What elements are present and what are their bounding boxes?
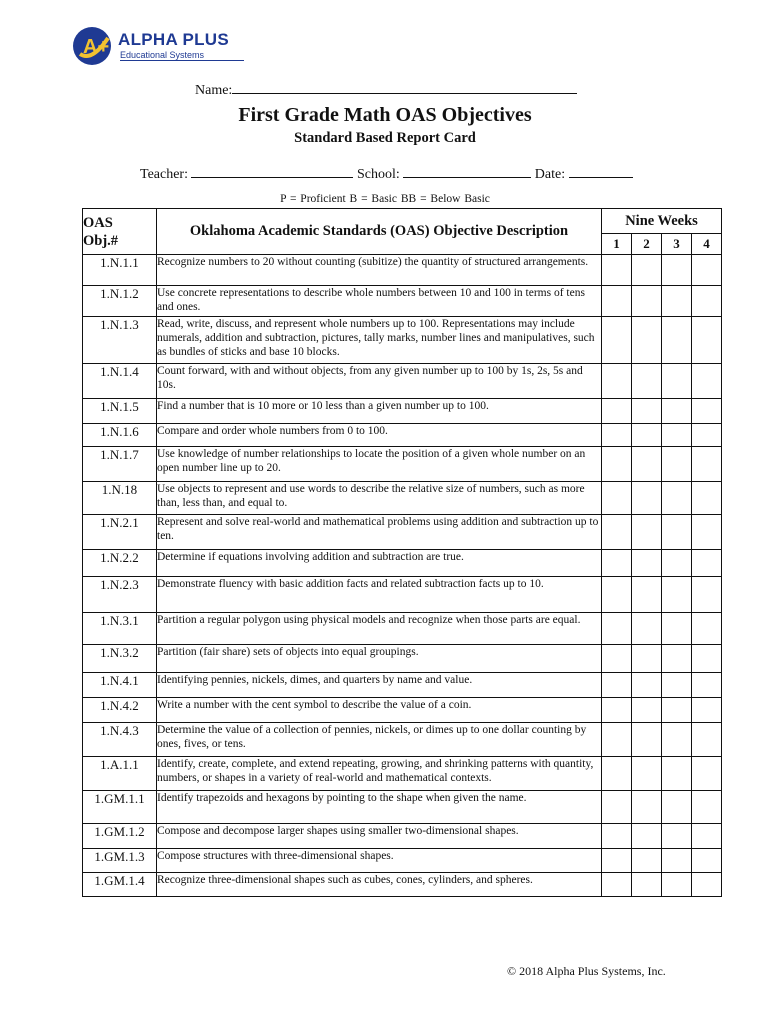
grade-cell-week-4[interactable] xyxy=(692,873,722,897)
grade-cell-week-1[interactable] xyxy=(602,317,632,364)
table-row xyxy=(83,317,722,364)
grade-cell-week-3[interactable] xyxy=(662,286,692,317)
grade-cell-week-1[interactable] xyxy=(602,482,632,515)
teacher-label: Teacher: xyxy=(140,167,188,182)
name-blank[interactable] xyxy=(232,79,577,94)
table-row xyxy=(83,645,722,673)
objectives-table xyxy=(82,208,722,897)
alpha-plus-logo xyxy=(70,24,229,68)
objective-id: 1.N.18 xyxy=(83,482,157,515)
objective-id: 1.N.1.7 xyxy=(83,447,157,482)
grade-cell-week-3[interactable] xyxy=(662,515,692,550)
grading-legend: P = Proficient B = Basic BB = Below Basic xyxy=(280,193,490,205)
grade-cell-week-3[interactable] xyxy=(662,577,692,613)
date-blank[interactable] xyxy=(569,164,633,178)
table-row xyxy=(83,757,722,791)
objective-description: Identify trapezoids and hexagons by pointing to the shape when given the name. xyxy=(157,791,602,824)
objective-id: 1.N.3.1 xyxy=(83,613,157,645)
objective-description: Use concrete representations to describe whole numbers between 10 and 100 in terms of tens and ones. xyxy=(157,286,602,317)
objective-description: Partition (fair share) sets of objects into equal groupings. xyxy=(157,645,602,673)
grade-cell-week-3[interactable] xyxy=(662,757,692,791)
objective-id: 1.GM.1.2 xyxy=(83,824,157,849)
objective-description: Find a number that is 10 more or 10 less than a given number up to 100. xyxy=(157,399,602,424)
grade-cell-week-2[interactable] xyxy=(632,550,662,577)
grade-cell-week-1[interactable] xyxy=(602,515,632,550)
grade-cell-week-1[interactable] xyxy=(602,791,632,824)
header-week-4: 4 xyxy=(692,234,722,255)
grade-cell-week-3[interactable] xyxy=(662,873,692,897)
table-row xyxy=(83,255,722,286)
grade-cell-week-4[interactable] xyxy=(692,645,722,673)
objective-description: Demonstrate fluency with basic addition facts and related subtraction facts up to 10. xyxy=(157,577,602,613)
objective-description: Identify, create, complete, and extend repeating, growing, and shrinking patterns with quantity, numbers, or shapes in a variety of real-world and mathematical contexts. xyxy=(157,757,602,791)
grade-cell-week-1[interactable] xyxy=(602,577,632,613)
objective-description: Count forward, with and without objects, from any given number up to 100 by 1s, 2s, 5s and 10s. xyxy=(157,364,602,399)
objective-id: 1.GM.1.4 xyxy=(83,873,157,897)
header-week-3: 3 xyxy=(662,234,692,255)
objectives-body xyxy=(83,255,722,897)
grade-cell-week-2[interactable] xyxy=(632,364,662,399)
objective-id: 1.A.1.1 xyxy=(83,757,157,791)
grade-cell-week-4[interactable] xyxy=(692,613,722,645)
grade-cell-week-2[interactable] xyxy=(632,447,662,482)
school-blank[interactable] xyxy=(403,164,531,178)
table-row xyxy=(83,613,722,645)
grade-cell-week-4[interactable] xyxy=(692,399,722,424)
objective-description: Identifying pennies, nickels, dimes, and quarters by name and value. xyxy=(157,673,602,698)
objective-description: Use knowledge of number relationships to locate the position of a given whole number on an open number line up to 20. xyxy=(157,447,602,482)
objective-id: 1.GM.1.1 xyxy=(83,791,157,824)
header-obj-id xyxy=(83,209,157,255)
objective-description: Recognize three-dimensional shapes such as cubes, cones, cylinders, and spheres. xyxy=(157,873,602,897)
header-description: Oklahoma Academic Standards (OAS) Objective Description xyxy=(157,209,602,255)
objective-id: 1.N.2.2 xyxy=(83,550,157,577)
grade-cell-week-2[interactable] xyxy=(632,424,662,447)
grade-cell-week-2[interactable] xyxy=(632,757,662,791)
grade-cell-week-3[interactable] xyxy=(662,698,692,723)
grade-cell-week-1[interactable] xyxy=(602,673,632,698)
table-row xyxy=(83,447,722,482)
grade-cell-week-2[interactable] xyxy=(632,849,662,873)
objective-id: 1.N.1.2 xyxy=(83,286,157,317)
grade-cell-week-1[interactable] xyxy=(602,723,632,757)
header-nine-weeks: Nine Weeks xyxy=(602,209,722,234)
grade-cell-week-4[interactable] xyxy=(692,447,722,482)
objective-description: Write a number with the cent symbol to describe the value of a coin. xyxy=(157,698,602,723)
grade-cell-week-1[interactable] xyxy=(602,364,632,399)
objective-id: 1.GM.1.3 xyxy=(83,849,157,873)
grade-cell-week-3[interactable] xyxy=(662,645,692,673)
objective-id: 1.N.1.3 xyxy=(83,317,157,364)
grade-cell-week-2[interactable] xyxy=(632,824,662,849)
table-row xyxy=(83,791,722,824)
grade-cell-week-4[interactable] xyxy=(692,757,722,791)
objective-id: 1.N.3.2 xyxy=(83,645,157,673)
table-row xyxy=(83,399,722,424)
grade-cell-week-2[interactable] xyxy=(632,577,662,613)
grade-cell-week-1[interactable] xyxy=(602,849,632,873)
grade-cell-week-1[interactable] xyxy=(602,286,632,317)
name-label: Name: xyxy=(195,83,233,98)
grade-cell-week-4[interactable] xyxy=(692,723,722,757)
grade-cell-week-1[interactable] xyxy=(602,645,632,673)
grade-cell-week-1[interactable] xyxy=(602,873,632,897)
grade-cell-week-3[interactable] xyxy=(662,791,692,824)
objective-id: 1.N.1.4 xyxy=(83,364,157,399)
objective-id: 1.N.4.2 xyxy=(83,698,157,723)
table-row xyxy=(83,849,722,873)
grade-cell-week-2[interactable] xyxy=(632,673,662,698)
objective-description: Recognize numbers to 20 without counting (subitize) the quantity of structured arrangements. xyxy=(157,255,602,286)
grade-cell-week-4[interactable] xyxy=(692,849,722,873)
objective-description: Compose structures with three-dimensional shapes. xyxy=(157,849,602,873)
grade-cell-week-1[interactable] xyxy=(602,399,632,424)
objective-id: 1.N.2.1 xyxy=(83,515,157,550)
objective-id: 1.N.1.1 xyxy=(83,255,157,286)
grade-cell-week-3[interactable] xyxy=(662,255,692,286)
grade-cell-week-2[interactable] xyxy=(632,613,662,645)
objective-description: Read, write, discuss, and represent whole numbers up to 100. Representations may include numerals, addition and subtraction, pictures, tally marks, number lines and manipulatives, such as bundles of sticks and base 10 blocks. xyxy=(157,317,602,364)
grade-cell-week-2[interactable] xyxy=(632,482,662,515)
logo-brand-text: ALPHA PLUS xyxy=(118,30,229,49)
objective-description: Partition a regular polygon using physical models and recognize when those parts are equal. xyxy=(157,613,602,645)
table-row xyxy=(83,577,722,613)
table-row xyxy=(83,424,722,447)
grade-cell-week-3[interactable] xyxy=(662,482,692,515)
table-row xyxy=(83,873,722,897)
table-row xyxy=(83,824,722,849)
header-week-1: 1 xyxy=(602,234,632,255)
grade-cell-week-3[interactable] xyxy=(662,723,692,757)
grade-cell-week-4[interactable] xyxy=(692,364,722,399)
header-week-2: 2 xyxy=(632,234,662,255)
objective-description: Compose and decompose larger shapes using smaller two-dimensional shapes. xyxy=(157,824,602,849)
table-row xyxy=(83,723,722,757)
grade-cell-week-2[interactable] xyxy=(632,399,662,424)
grade-cell-week-3[interactable] xyxy=(662,613,692,645)
grade-cell-week-1[interactable] xyxy=(602,698,632,723)
objective-description: Compare and order whole numbers from 0 to 100. xyxy=(157,424,602,447)
page-subtitle: Standard Based Report Card xyxy=(294,130,476,146)
grade-cell-week-4[interactable] xyxy=(692,317,722,364)
grade-cell-week-3[interactable] xyxy=(662,849,692,873)
grade-cell-week-4[interactable] xyxy=(692,424,722,447)
table-row xyxy=(83,364,722,399)
grade-cell-week-2[interactable] xyxy=(632,723,662,757)
copyright-footer: © 2018 Alpha Plus Systems, Inc. xyxy=(507,964,666,978)
date-label: Date: xyxy=(534,167,566,182)
grade-cell-week-4[interactable] xyxy=(692,791,722,824)
grade-cell-week-2[interactable] xyxy=(632,791,662,824)
grade-cell-week-2[interactable] xyxy=(632,873,662,897)
objective-description: Determine the value of a collection of pennies, nickels, or dimes up to one dollar counting by ones, fives, or tens. xyxy=(157,723,602,757)
objective-id: 1.N.1.6 xyxy=(83,424,157,447)
objective-id: 1.N.4.3 xyxy=(83,723,157,757)
grade-cell-week-3[interactable] xyxy=(662,317,692,364)
table-row xyxy=(83,698,722,723)
objective-id: 1.N.4.1 xyxy=(83,673,157,698)
grade-cell-week-4[interactable] xyxy=(692,255,722,286)
table-row xyxy=(83,673,722,698)
table-row xyxy=(83,286,722,317)
grade-cell-week-4[interactable] xyxy=(692,673,722,698)
grade-cell-week-2[interactable] xyxy=(632,698,662,723)
teacher-blank[interactable] xyxy=(191,164,353,178)
grade-cell-week-2[interactable] xyxy=(632,317,662,364)
grade-cell-week-1[interactable] xyxy=(602,447,632,482)
objective-id: 1.N.1.5 xyxy=(83,399,157,424)
grade-cell-week-1[interactable] xyxy=(602,824,632,849)
grade-cell-week-1[interactable] xyxy=(602,255,632,286)
logo-mark-icon xyxy=(70,24,118,68)
grade-cell-week-2[interactable] xyxy=(632,515,662,550)
objective-description: Represent and solve real-world and mathematical problems using addition and subtraction up to ten. xyxy=(157,515,602,550)
grade-cell-week-1[interactable] xyxy=(602,757,632,791)
grade-cell-week-1[interactable] xyxy=(602,424,632,447)
grade-cell-week-4[interactable] xyxy=(692,482,722,515)
grade-cell-week-3[interactable] xyxy=(662,447,692,482)
grade-cell-week-2[interactable] xyxy=(632,286,662,317)
objective-description: Determine if equations involving addition and subtraction are true. xyxy=(157,550,602,577)
grade-cell-week-4[interactable] xyxy=(692,577,722,613)
name-field[interactable] xyxy=(195,79,577,99)
school-label: School: xyxy=(356,167,400,182)
grade-cell-week-2[interactable] xyxy=(632,255,662,286)
table-row xyxy=(83,482,722,515)
grade-cell-week-3[interactable] xyxy=(662,364,692,399)
header-obj-id-line2: Obj.# xyxy=(83,232,119,249)
teacher-school-date-line xyxy=(140,164,633,183)
grade-cell-week-3[interactable] xyxy=(662,824,692,849)
grade-cell-week-4[interactable] xyxy=(692,515,722,550)
page-title: First Grade Math OAS Objectives xyxy=(238,104,532,126)
grade-cell-week-3[interactable] xyxy=(662,673,692,698)
grade-cell-week-1[interactable] xyxy=(602,613,632,645)
grade-cell-week-3[interactable] xyxy=(662,424,692,447)
grade-cell-week-4[interactable] xyxy=(692,286,722,317)
table-row xyxy=(83,550,722,577)
header-obj-id-line1: OAS xyxy=(83,214,113,231)
logo-mark-text: A+ xyxy=(83,36,110,58)
grade-cell-week-2[interactable] xyxy=(632,645,662,673)
grade-cell-week-4[interactable] xyxy=(692,824,722,849)
logo-sub-text: Educational Systems xyxy=(120,50,244,61)
grade-cell-week-3[interactable] xyxy=(662,399,692,424)
grade-cell-week-4[interactable] xyxy=(692,698,722,723)
grade-cell-week-3[interactable] xyxy=(662,550,692,577)
grade-cell-week-1[interactable] xyxy=(602,550,632,577)
table-row xyxy=(83,515,722,550)
objective-id: 1.N.2.3 xyxy=(83,577,157,613)
grade-cell-week-4[interactable] xyxy=(692,550,722,577)
objective-description: Use objects to represent and use words to describe the relative size of numbers, such as more than, less than, and equal to. xyxy=(157,482,602,515)
